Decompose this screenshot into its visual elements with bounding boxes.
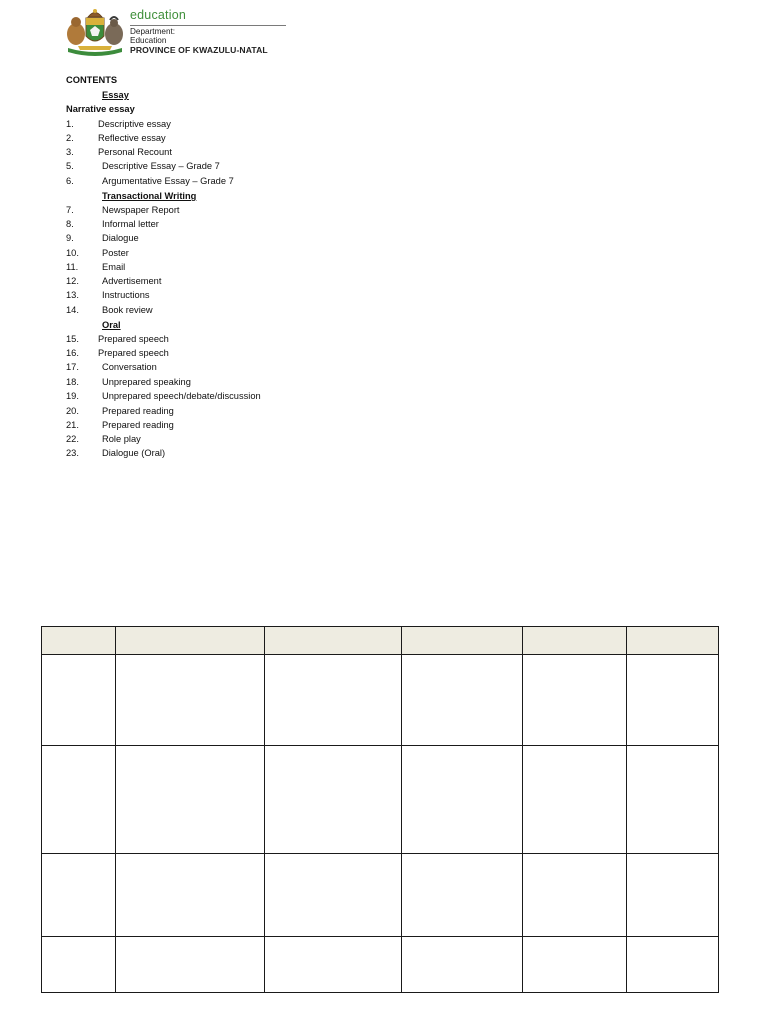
table-cell bbox=[627, 936, 719, 992]
table-cell bbox=[265, 746, 402, 853]
table-row bbox=[42, 746, 719, 853]
table-cell bbox=[42, 627, 116, 655]
table-cell bbox=[402, 853, 523, 936]
table-header-row bbox=[42, 627, 719, 655]
table-cell bbox=[523, 627, 627, 655]
document-page: education Department: Education PROVINCE OF KWAZULU-NATAL CONTENTS Essay Narrative essay 1. Descriptive essay 2. Reflective essay 3. Personal Recount 5. Descriptive Essay – Grade 7 6. Argumentative Essay – Grade 7 Transactional Writing 7. Newspaper Report 8. Informal letter 9. Dialogue 10. Poster 11. Email 12. Advertisement 13. Instructions 14. Book review Oral 15. Prepared speech 16. Prepared speech 17. Conversation 18. Unprepared speaking 19. Unprepared speech/debate/discussion 20. Prepared reading 21. Prepared reading 22. Role play 23. Dialogue (Oral) bbox=[0, 0, 768, 1024]
table-cell bbox=[42, 936, 116, 992]
table-cell bbox=[523, 853, 627, 936]
table-cell bbox=[265, 655, 402, 746]
table-cell bbox=[627, 746, 719, 853]
table-row bbox=[42, 936, 719, 992]
table-cell bbox=[627, 853, 719, 936]
table-cell bbox=[116, 853, 265, 936]
table-cell bbox=[42, 853, 116, 936]
department-label: Department: bbox=[130, 27, 176, 36]
province-name: PROVINCE OF KWAZULU-NATAL bbox=[130, 45, 268, 55]
brand-name: education bbox=[130, 8, 187, 22]
letterhead bbox=[64, 6, 294, 58]
table-cell bbox=[116, 655, 265, 746]
table-cell bbox=[42, 746, 116, 853]
table-cell bbox=[402, 627, 523, 655]
table-cell bbox=[402, 936, 523, 992]
letterhead-rule bbox=[130, 25, 286, 26]
transactional-heading: Transactional Writing bbox=[102, 191, 197, 201]
table-cell bbox=[523, 936, 627, 992]
department-name: Education bbox=[130, 36, 167, 45]
table-cell bbox=[523, 655, 627, 746]
table-row bbox=[42, 655, 719, 746]
table-cell bbox=[265, 936, 402, 992]
essay-heading: Essay bbox=[102, 90, 129, 100]
table-row bbox=[42, 853, 719, 936]
table-cell bbox=[265, 627, 402, 655]
table-cell bbox=[627, 627, 719, 655]
table-cell bbox=[116, 746, 265, 853]
coat-of-arms-icon bbox=[64, 8, 126, 58]
table-cell bbox=[265, 853, 402, 936]
narrative-heading: Narrative essay bbox=[66, 104, 135, 114]
table-cell bbox=[402, 655, 523, 746]
table-cell bbox=[42, 655, 116, 746]
table-cell bbox=[116, 627, 265, 655]
oral-heading: Oral bbox=[102, 320, 121, 330]
table-cell bbox=[523, 746, 627, 853]
table-cell bbox=[116, 936, 265, 992]
empty-table bbox=[41, 626, 719, 993]
table-cell bbox=[402, 746, 523, 853]
table-cell bbox=[627, 655, 719, 746]
contents-title: CONTENTS bbox=[66, 75, 118, 85]
